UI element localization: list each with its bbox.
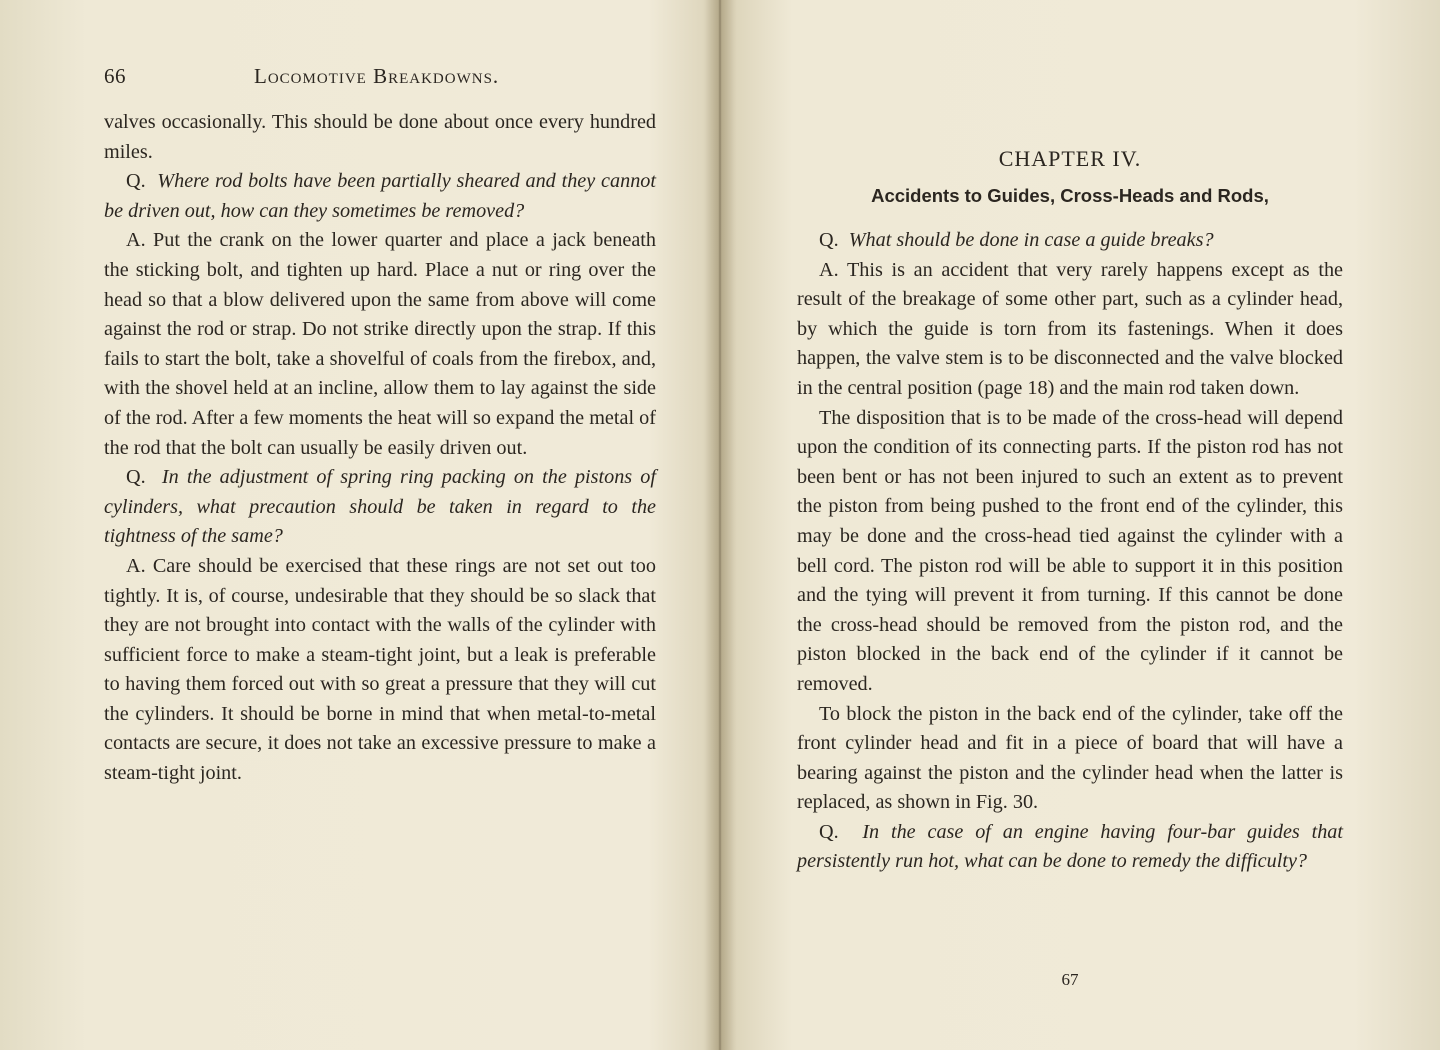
paragraph: The disposition that is to be made of the cross-head will depend upon the condition of its connecting parts. If the piston rod has not been bent or has not been injured to such an extent as to prevent the piston from being pushed to the front end of the cylinder, this may be done and the cross-head tied against the cylinder with a bell cord. The piston rod will be able to support it in this position and the tying will prevent it from turning. If this cannot be done the cross-head should be removed from the piston rod, and the piston blocked in the back end of the cylinder if it cannot be removed.: [797, 406, 1343, 695]
question-paragraph: [104, 463, 656, 552]
question-text: Where rod bolts have been partially sheared and they cannot be driven out, how can they sometimes be removed?: [104, 170, 656, 222]
running-head-title: Locomotive Breakdowns.: [254, 64, 500, 88]
right-page: [728, 0, 1440, 1050]
answer-paragraph: A. This is an accident that very rarely happens except as the result of the breakage of some other part, such as a cylinder head, by which the guide is torn from its fastenings. When it does happen, the valve stem is to be disconnected and the valve blocked in the central position (page 18) and the main rod taken down.: [797, 258, 1343, 399]
question-text: What should be done in case a guide breaks?: [848, 229, 1214, 251]
page-number: 67: [1061, 970, 1079, 989]
paragraph: valves occasionally. This should be done about once every hundred miles.: [104, 111, 656, 163]
left-page: [0, 0, 712, 1050]
question-paragraph: [104, 167, 656, 226]
answer-paragraph: A. Care should be exercised that these rings are not set out too tightly. It is, of course, undesirable that they should be so slack that they are not brought into contact with the walls of the cylinder with sufficient force to make a steam-tight joint, but a leak is preferable to having them forced out with so great a pressure that they will cut the cylinders. It should be borne in mind that when metal-to-metal contacts are secure, it does not take an excessive pressure to make a steam-tight joint.: [104, 554, 656, 785]
answer-paragraph: A. Put the crank on the lower quarter and place a jack beneath the sticking bolt, and tighten up hard. Place a nut or ring over the head so that a blow delivered upon the same from above will come against the rod or strap. Do not strike directly upon the strap. If this fails to start the bolt, take a shovelful of coals from the firebox, and, with the shovel held at an incline, allow them to lay against the side of the rod. After a few moments the heat will so expand the metal of the rod that the bolt can usually be easily driven out.: [104, 229, 656, 459]
question-paragraph: [797, 226, 1343, 256]
page-number: 66: [104, 64, 126, 88]
right-page-body: [797, 226, 1343, 877]
question-label: Q.: [819, 820, 839, 843]
question-text: In the case of an engine having four-bar guides that persistently run hot, what can be done to remedy the difficulty?: [797, 820, 1344, 873]
chapter-title: Accidents to Guides, Cross-Heads and Rods,: [871, 185, 1269, 206]
question-label: Q.: [126, 170, 146, 193]
chapter-heading: CHAPTER IV.: [998, 146, 1142, 171]
question-text: In the adjustment of spring ring packing on the pistons of cylinders, what precaution should be taken in regard to the tightness of the same?: [104, 466, 657, 548]
question-label: Q.: [819, 229, 839, 251]
question-label: Q.: [126, 466, 146, 489]
paragraph: To block the piston in the back end of the cylinder, take off the front cylinder head and fit in a piece of board that will have a bearing against the piston and the cylinder head when the latter is replaced, as shown in Fig. 30.: [797, 702, 1343, 814]
question-paragraph: [797, 818, 1343, 877]
left-page-body: [104, 108, 656, 789]
